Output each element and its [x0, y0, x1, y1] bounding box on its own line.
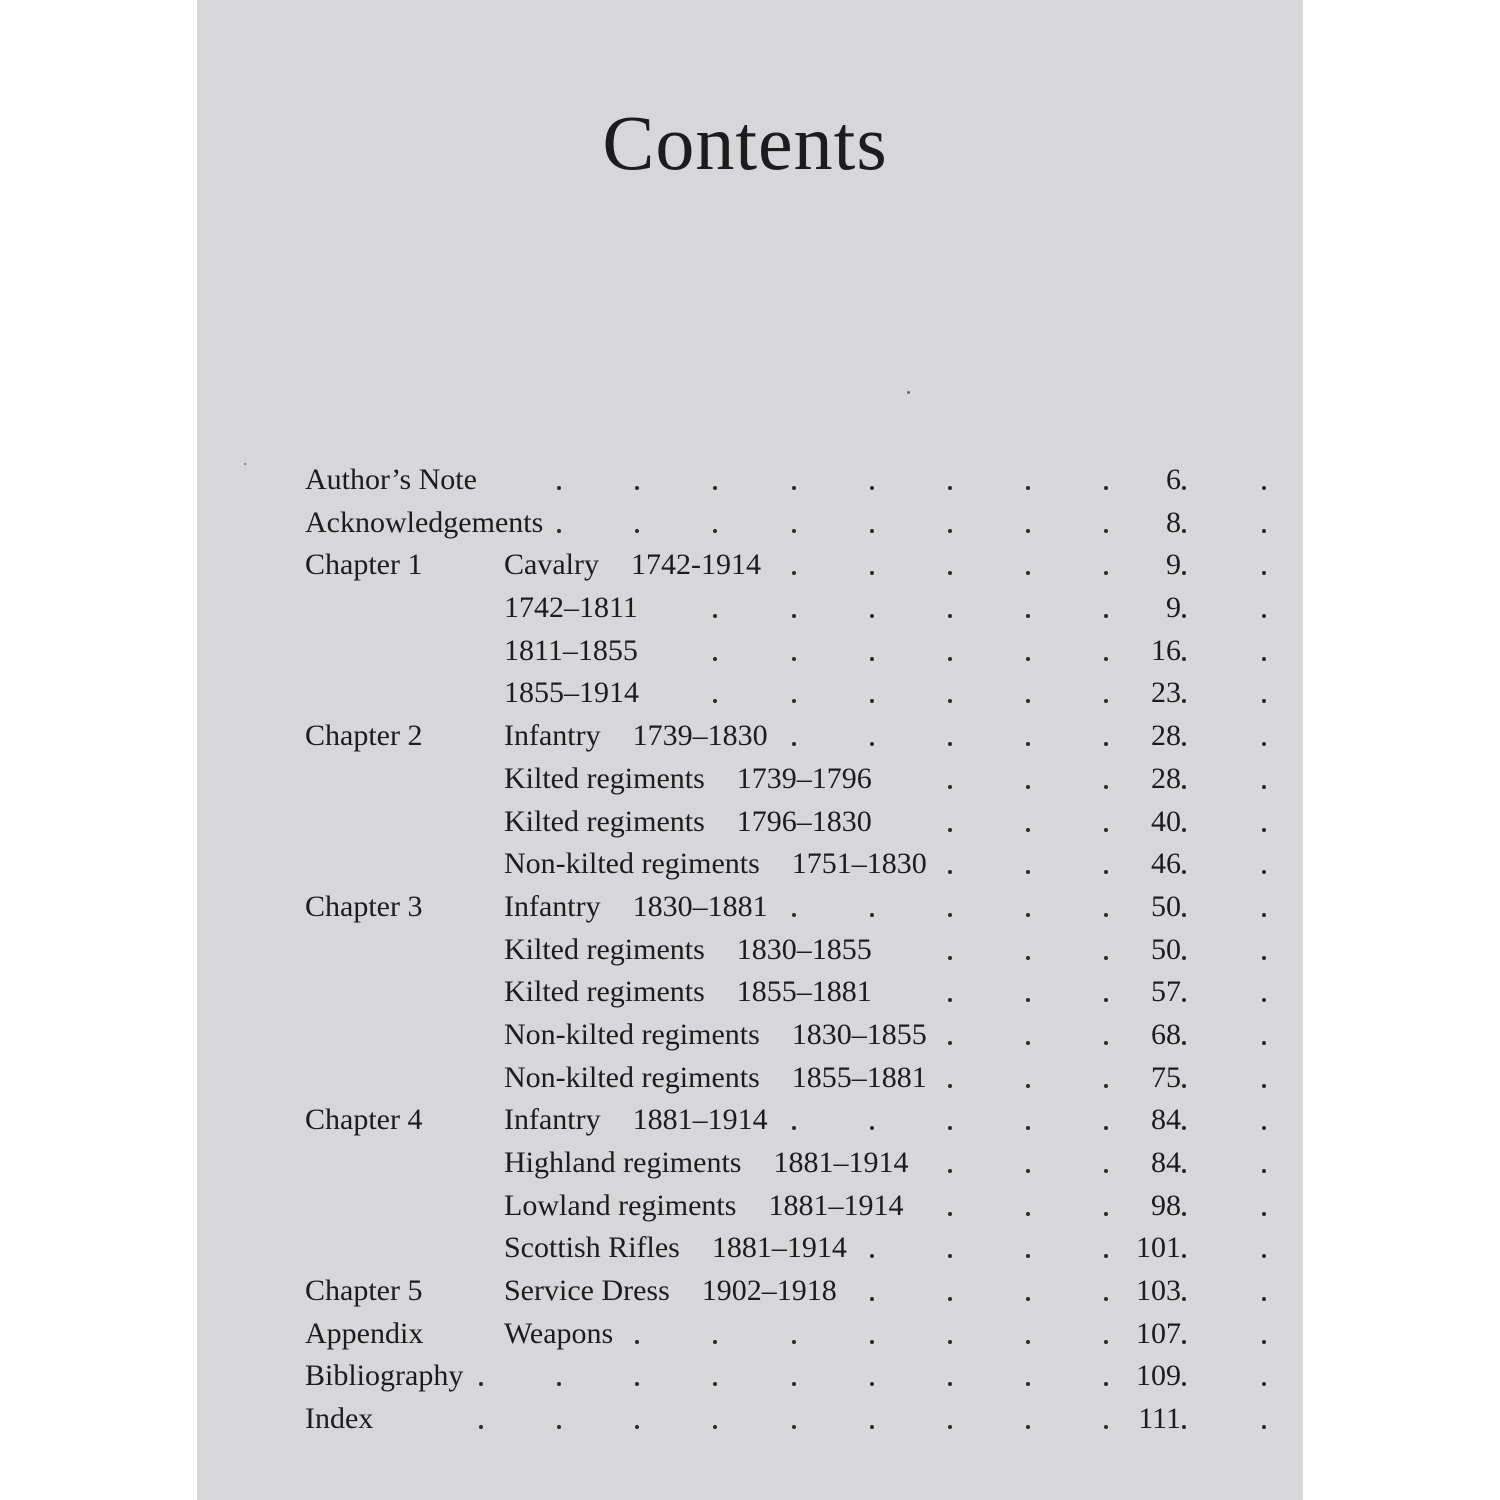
toc-section-years: 1881–1914 — [632, 1103, 768, 1137]
toc-entry — [197, 544, 1303, 587]
leader-dot — [1262, 1041, 1266, 1045]
leader-dot — [1104, 1169, 1108, 1173]
leader-dot — [792, 614, 796, 618]
toc-section-title: 1855–1914 — [504, 676, 639, 710]
toc-section-title: Weapons — [504, 1316, 614, 1350]
toc-page-number: 28 — [1151, 719, 1181, 753]
toc-entry — [197, 672, 1303, 715]
leader-dot — [1026, 785, 1030, 789]
leader-dot — [1104, 1297, 1108, 1301]
leader-dot — [1104, 998, 1108, 1002]
leader-dot — [1026, 1340, 1030, 1344]
toc-label: Bibliography — [305, 1359, 464, 1393]
toc-section-years: 1855–1881 — [736, 975, 872, 1009]
leader-dot — [870, 1254, 874, 1258]
toc-label: Appendix — [305, 1316, 424, 1350]
leader-dot — [479, 1382, 483, 1386]
toc-section-title: Service Dress — [504, 1274, 670, 1308]
leader-dot — [1104, 657, 1108, 661]
toc-entry — [197, 758, 1303, 801]
leader-dot — [635, 1382, 639, 1386]
leader-dot — [1262, 657, 1266, 661]
toc-section-years: 1751–1830 — [791, 847, 927, 881]
leader-dot — [1262, 870, 1266, 874]
toc-page-number: 9 — [1166, 548, 1181, 582]
leader-dot — [1262, 699, 1266, 703]
leader-dot — [1262, 1254, 1266, 1258]
toc-entry — [197, 1185, 1303, 1228]
leader-dot — [948, 657, 952, 661]
leader-dot — [1026, 1126, 1030, 1130]
leader-dot — [792, 571, 796, 575]
toc-entry — [197, 1014, 1303, 1057]
leader-dot — [792, 742, 796, 746]
leader-dot — [713, 486, 717, 490]
leader-dot — [1104, 956, 1108, 960]
leader-dot — [792, 486, 796, 490]
leader-dot — [792, 699, 796, 703]
leader-dot — [1262, 998, 1266, 1002]
toc-page-number: 103 — [1136, 1274, 1181, 1308]
leader-dot — [1026, 1297, 1030, 1301]
leader-dot — [1104, 742, 1108, 746]
table-of-contents — [197, 459, 1303, 1441]
leader-dot — [1182, 1382, 1186, 1386]
leader-dot — [870, 1297, 874, 1301]
leader-dot — [635, 1425, 639, 1429]
leader-dot — [1026, 614, 1030, 618]
toc-page-number: 46 — [1151, 847, 1181, 881]
dot-leader — [197, 672, 1303, 715]
leader-dot — [1104, 1212, 1108, 1216]
leader-dot — [870, 1382, 874, 1386]
toc-page-number: 23 — [1151, 676, 1181, 710]
leader-dot — [713, 1425, 717, 1429]
leader-dot — [1104, 1084, 1108, 1088]
leader-dot — [948, 1212, 952, 1216]
leader-dot — [1182, 785, 1186, 789]
leader-dot — [1182, 614, 1186, 618]
toc-section-years: 1830–1855 — [791, 1017, 927, 1051]
leader-dot — [1104, 571, 1108, 575]
paper-speck — [907, 391, 910, 394]
toc-section-years: 1796–1830 — [736, 804, 872, 838]
toc-page-number: 16 — [1151, 633, 1181, 667]
leader-dot — [792, 1126, 796, 1130]
toc-section — [504, 971, 872, 1014]
leader-dot — [1182, 657, 1186, 661]
leader-dot — [1026, 956, 1030, 960]
toc-entry — [197, 502, 1303, 545]
toc-label: Chapter 4 — [305, 1103, 423, 1137]
leader-dot — [1026, 913, 1030, 917]
toc-page-number: 75 — [1151, 1060, 1181, 1094]
leader-dot — [1104, 1425, 1108, 1429]
toc-section-title: Non-kilted regiments — [504, 1060, 760, 1094]
leader-dot — [557, 529, 561, 533]
leader-dot — [1026, 699, 1030, 703]
toc-entry — [197, 1313, 1303, 1356]
leader-dot — [1182, 1126, 1186, 1130]
leader-dot — [1104, 699, 1108, 703]
leader-dot — [1026, 1212, 1030, 1216]
leader-dot — [948, 1041, 952, 1045]
leader-dot — [1182, 1425, 1186, 1429]
leader-dot — [870, 614, 874, 618]
leader-dot — [948, 529, 952, 533]
leader-dot — [1262, 1340, 1266, 1344]
leader-dot — [1026, 1425, 1030, 1429]
toc-label: Author’s Note — [305, 463, 477, 496]
leader-dot — [1262, 785, 1266, 789]
toc-page-number: 111 — [1138, 1402, 1181, 1436]
toc-label: Index — [305, 1402, 374, 1436]
leader-dot — [1104, 870, 1108, 874]
leader-dot — [1182, 699, 1186, 703]
toc-entry — [197, 715, 1303, 758]
leader-dot — [557, 1425, 561, 1429]
leader-dot — [948, 1425, 952, 1429]
toc-label: Acknowledgements — [305, 505, 544, 539]
leader-dot — [479, 1425, 483, 1429]
toc-section-years: 1881–1914 — [768, 1188, 904, 1222]
toc-section-title: Kilted regiments — [504, 761, 705, 795]
leader-dot — [1182, 870, 1186, 874]
leader-dot — [1026, 828, 1030, 832]
toc-page-number: 9 — [1166, 591, 1181, 625]
leader-dot — [870, 742, 874, 746]
toc-section-title: 1742–1811 — [504, 591, 638, 625]
leader-dot — [557, 1382, 561, 1386]
leader-dot — [948, 1254, 952, 1258]
leader-dot — [1104, 913, 1108, 917]
leader-dot — [1262, 1425, 1266, 1429]
leader-dot — [1182, 1340, 1186, 1344]
toc-section-title: Kilted regiments — [504, 975, 705, 1009]
leader-dot — [1182, 828, 1186, 832]
leader-dot — [1262, 1382, 1266, 1386]
toc-entry — [197, 1270, 1303, 1313]
toc-entry — [197, 630, 1303, 673]
leader-dot — [1182, 998, 1186, 1002]
leader-dot — [1182, 956, 1186, 960]
toc-section — [504, 1014, 927, 1057]
leader-dot — [1262, 1126, 1266, 1130]
leader-dot — [713, 699, 717, 703]
leader-dot — [792, 657, 796, 661]
toc-section-title: Infantry — [504, 889, 601, 923]
leader-dot — [870, 1126, 874, 1130]
leader-dot — [1262, 828, 1266, 832]
leader-dot — [1182, 742, 1186, 746]
leader-dot — [635, 529, 639, 533]
leader-dot — [635, 1340, 639, 1344]
leader-dot — [792, 1382, 796, 1386]
toc-section — [504, 1057, 927, 1100]
leader-dot — [948, 699, 952, 703]
toc-page-number: 6 — [1166, 463, 1181, 496]
leader-dot — [1104, 828, 1108, 832]
leader-dot — [870, 657, 874, 661]
leader-dot — [1026, 1254, 1030, 1258]
leader-dot — [948, 614, 952, 618]
toc-section — [504, 1099, 768, 1142]
leader-dot — [1262, 1212, 1266, 1216]
leader-dot — [1182, 1084, 1186, 1088]
leader-dot — [1182, 913, 1186, 917]
leader-dot — [792, 1340, 796, 1344]
leader-dot — [1262, 913, 1266, 917]
toc-page-number: 84 — [1151, 1103, 1181, 1137]
toc-entry — [197, 843, 1303, 886]
leader-dot — [1182, 1169, 1186, 1173]
leader-dot — [1182, 571, 1186, 575]
toc-section-title: Infantry — [504, 719, 601, 753]
toc-page-number: 107 — [1136, 1316, 1181, 1350]
leader-dot — [1104, 1126, 1108, 1130]
toc-entry — [197, 1142, 1303, 1185]
leader-dot — [870, 571, 874, 575]
leader-dot — [1104, 529, 1108, 533]
leader-dot — [1262, 529, 1266, 533]
leader-dot — [1262, 742, 1266, 746]
leader-dot — [1104, 1382, 1108, 1386]
toc-section — [504, 672, 639, 715]
toc-page-number: 98 — [1151, 1188, 1181, 1222]
leader-dot — [1026, 529, 1030, 533]
leader-dot — [1104, 1340, 1108, 1344]
toc-section — [504, 758, 872, 801]
toc-label: Chapter 3 — [305, 889, 423, 923]
book-page — [197, 0, 1303, 1500]
leader-dot — [1262, 1169, 1266, 1173]
leader-dot — [1026, 742, 1030, 746]
toc-entry — [197, 1227, 1303, 1270]
leader-dot — [870, 1425, 874, 1429]
dot-leader — [197, 630, 1303, 673]
leader-dot — [1262, 571, 1266, 575]
toc-section — [504, 587, 638, 630]
leader-dot — [948, 1169, 952, 1173]
page-title: Contents — [602, 99, 888, 187]
leader-dot — [948, 1297, 952, 1301]
leader-dot — [870, 529, 874, 533]
toc-page-number: 8 — [1166, 505, 1181, 539]
toc-section-years: 1902–1918 — [701, 1274, 837, 1308]
toc-section — [504, 843, 927, 886]
toc-section-years: 1830–1881 — [632, 889, 768, 923]
leader-dot — [1026, 870, 1030, 874]
leader-dot — [792, 913, 796, 917]
toc-page-number: 50 — [1151, 889, 1181, 923]
leader-dot — [1104, 785, 1108, 789]
toc-label: Chapter 1 — [305, 548, 423, 582]
toc-section-title: Kilted regiments — [504, 804, 705, 838]
toc-section — [504, 1313, 613, 1356]
leader-dot — [792, 1425, 796, 1429]
leader-dot — [635, 486, 639, 490]
leader-dot — [948, 998, 952, 1002]
toc-section — [504, 1227, 847, 1270]
leader-dot — [948, 785, 952, 789]
toc-section-title: Lowland regiments — [504, 1188, 737, 1222]
toc-section-title: Non-kilted regiments — [504, 1017, 760, 1051]
toc-page-number: 101 — [1136, 1231, 1181, 1265]
dot-leader — [197, 587, 1303, 630]
leader-dot — [1104, 1254, 1108, 1258]
toc-entry — [197, 1099, 1303, 1142]
leader-dot — [1104, 1041, 1108, 1045]
toc-section-title: Cavalry — [504, 548, 599, 582]
toc-entry — [197, 587, 1303, 630]
toc-entry — [197, 1057, 1303, 1100]
toc-label: Chapter 5 — [305, 1274, 423, 1308]
toc-section — [504, 1142, 908, 1185]
toc-section-years: 1739–1830 — [632, 719, 768, 753]
leader-dot — [713, 614, 717, 618]
leader-dot — [1182, 1297, 1186, 1301]
leader-dot — [870, 913, 874, 917]
leader-dot — [870, 699, 874, 703]
leader-dot — [1182, 1041, 1186, 1045]
leader-dot — [948, 486, 952, 490]
leader-dot — [1026, 1382, 1030, 1386]
leader-dot — [1262, 486, 1266, 490]
leader-dot — [948, 828, 952, 832]
leader-dot — [792, 529, 796, 533]
toc-section — [504, 715, 768, 758]
toc-entry — [197, 1398, 1303, 1441]
leader-dot — [713, 657, 717, 661]
toc-section-title: Highland regiments — [504, 1146, 742, 1179]
leader-dot — [1026, 1084, 1030, 1088]
leader-dot — [713, 1340, 717, 1344]
leader-dot — [948, 1126, 952, 1130]
toc-section-years: 1742-1914 — [630, 548, 761, 582]
toc-page-number: 40 — [1151, 804, 1181, 838]
leader-dot — [1026, 998, 1030, 1002]
leader-dot — [870, 1340, 874, 1344]
toc-section-title: Scottish Rifles — [504, 1231, 680, 1265]
leader-dot — [1026, 1169, 1030, 1173]
leader-dot — [1026, 657, 1030, 661]
toc-section-years: 1739–1796 — [736, 761, 872, 795]
leader-dot — [1182, 1254, 1186, 1258]
leader-dot — [1182, 1212, 1186, 1216]
leader-dot — [1182, 529, 1186, 533]
leader-dot — [948, 742, 952, 746]
leader-dot — [948, 571, 952, 575]
toc-section — [504, 886, 768, 929]
leader-dot — [713, 1382, 717, 1386]
toc-entry — [197, 1355, 1303, 1398]
leader-dot — [948, 1084, 952, 1088]
toc-page-number: 68 — [1151, 1017, 1181, 1051]
leader-dot — [870, 486, 874, 490]
toc-section — [504, 929, 872, 972]
toc-section-years: 1881–1914 — [773, 1146, 909, 1179]
toc-section — [504, 630, 638, 673]
toc-page-number: 28 — [1151, 761, 1181, 795]
toc-section-years: 1855–1881 — [791, 1060, 927, 1094]
leader-dot — [948, 870, 952, 874]
leader-dot — [1262, 614, 1266, 618]
leader-dot — [948, 1340, 952, 1344]
toc-page-number: 50 — [1151, 932, 1181, 966]
toc-section-title: 1811–1855 — [504, 633, 638, 667]
leader-dot — [948, 1382, 952, 1386]
toc-entry — [197, 886, 1303, 929]
leader-dot — [1026, 486, 1030, 490]
toc-page-number: 109 — [1136, 1359, 1181, 1393]
toc-section — [504, 544, 761, 587]
leader-dot — [1026, 571, 1030, 575]
leader-dot — [1104, 486, 1108, 490]
leader-dot — [948, 913, 952, 917]
toc-section-years: 1830–1855 — [736, 932, 872, 966]
leader-dot — [1182, 486, 1186, 490]
toc-page-number: 57 — [1151, 975, 1181, 1009]
toc-section — [504, 1185, 903, 1228]
toc-page-number: 84 — [1151, 1146, 1181, 1179]
leader-dot — [1262, 1084, 1266, 1088]
leader-dot — [1262, 956, 1266, 960]
toc-section-title: Non-kilted regiments — [504, 847, 760, 881]
toc-label: Chapter 2 — [305, 719, 423, 753]
toc-section — [504, 1270, 837, 1313]
toc-section-title: Kilted regiments — [504, 932, 705, 966]
toc-entry — [197, 801, 1303, 844]
toc-section-title: Infantry — [504, 1103, 601, 1137]
leader-dot — [713, 529, 717, 533]
toc-entry — [197, 971, 1303, 1014]
toc-section-years: 1881–1914 — [711, 1231, 847, 1265]
leader-dot — [557, 486, 561, 490]
leader-dot — [948, 956, 952, 960]
toc-entry — [197, 929, 1303, 972]
leader-dot — [1262, 1297, 1266, 1301]
leader-dot — [1104, 614, 1108, 618]
toc-section — [504, 801, 872, 844]
toc-entry — [197, 459, 1303, 502]
leader-dot — [1026, 1041, 1030, 1045]
